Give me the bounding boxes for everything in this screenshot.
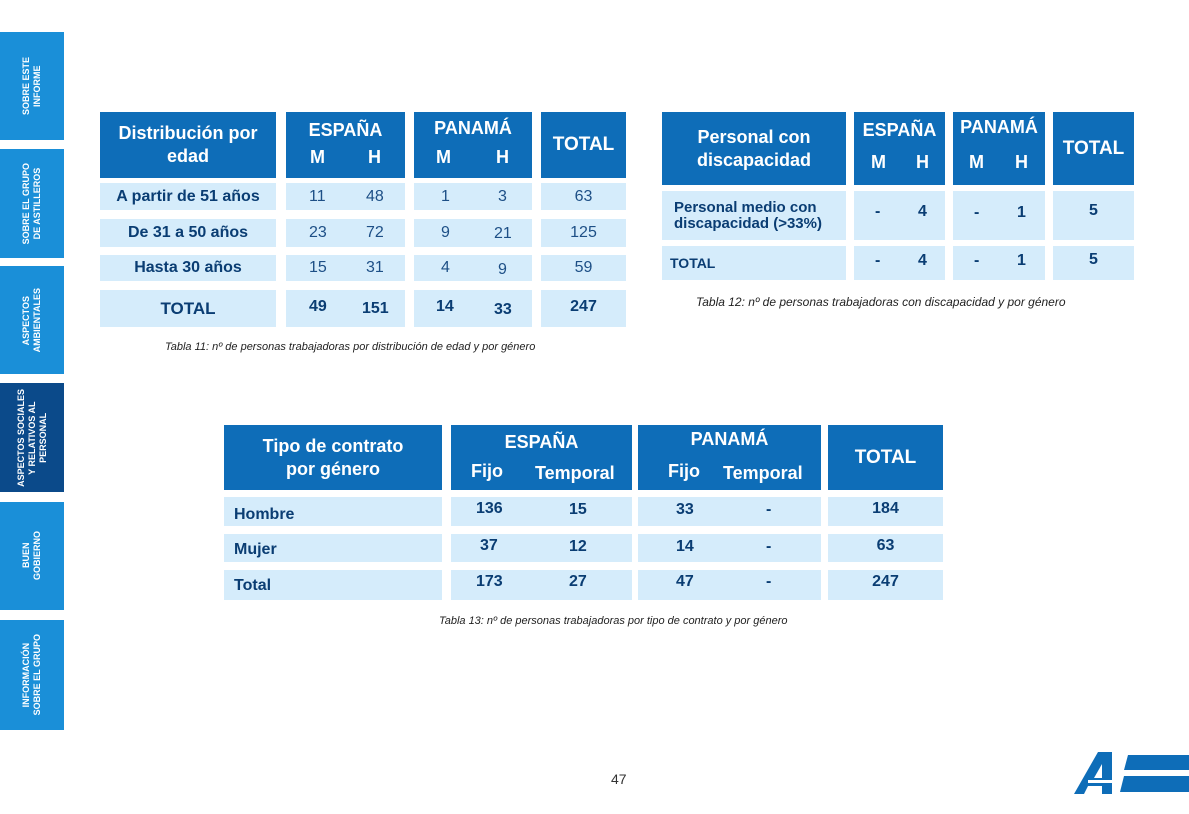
table13-row-label-cell xyxy=(224,497,442,526)
page-number: 47 xyxy=(611,771,627,787)
table12-total-cell xyxy=(1053,191,1134,240)
table13-value: 15 xyxy=(569,501,587,518)
table12-espana-label: ESPAÑA xyxy=(862,120,937,140)
table12-value: - xyxy=(875,252,881,269)
table11-espana-label: ESPAÑA xyxy=(308,120,383,140)
table12-value: 5 xyxy=(1089,251,1098,268)
sidebar-item-informacion-grupo[interactable] xyxy=(0,620,64,730)
table11-espana-cell xyxy=(286,290,405,327)
table11-value: 14 xyxy=(436,298,454,315)
table12-value: 4 xyxy=(918,252,927,269)
table11-total-cell: 59 xyxy=(541,255,626,281)
table11-panama-m: M xyxy=(436,147,451,167)
table11-value: 247 xyxy=(570,298,597,315)
table13-value: 184 xyxy=(872,500,899,517)
sidebar-item-label: INFORMACIÓN SOBRE EL GRUPO xyxy=(21,634,42,716)
table13-value: 47 xyxy=(676,573,694,590)
table13-panama-cell xyxy=(638,570,821,600)
table13-panama-fijo: Fijo xyxy=(668,461,700,481)
table12-value: - xyxy=(974,252,980,269)
table13-total-cell xyxy=(828,497,943,526)
table11-title-header: Distribución por edad xyxy=(100,112,276,178)
sidebar-item-label: ASPECTOS SOCIALES Y RELATIVOS AL PERSONAL xyxy=(15,388,48,487)
table13-value: 33 xyxy=(676,501,694,518)
table11-value: 15 xyxy=(309,259,327,276)
table13-row-label: Hombre xyxy=(234,505,295,523)
table12-value: 5 xyxy=(1089,202,1098,219)
table12-value: 1 xyxy=(1017,252,1026,269)
table13-value: 63 xyxy=(876,537,895,554)
table12-espana-cell xyxy=(854,246,945,280)
table13-value: 27 xyxy=(569,573,587,590)
table11-row-label: De 31 a 50 años xyxy=(100,219,276,247)
table11-row-label: Hasta 30 años xyxy=(100,255,276,281)
table12-panama-h: H xyxy=(1015,152,1028,172)
sidebar-item-label: SOBRE EL GRUPO DE ASTILLEROS xyxy=(21,162,42,245)
table13-row-label: Total xyxy=(234,577,272,594)
table13-espana-cell xyxy=(451,534,632,562)
table13-espana-temporal: Temporal xyxy=(535,463,615,483)
table11-row-label: TOTAL xyxy=(100,290,276,327)
company-logo xyxy=(1074,752,1189,794)
table13-espana-label: ESPAÑA xyxy=(504,432,579,452)
table13-value: 173 xyxy=(476,573,503,590)
table12-panama-m: M xyxy=(969,152,984,172)
table11-value: 1 xyxy=(441,187,450,205)
table13-panama-temporal: Temporal xyxy=(723,463,803,483)
table13-panama-cell xyxy=(638,534,821,562)
table12-espana-cell xyxy=(854,191,945,240)
table12-value: - xyxy=(974,204,980,221)
table13-row-label-cell xyxy=(224,570,442,600)
table12-espana-m: M xyxy=(871,152,886,172)
table11-panama-h: H xyxy=(496,147,509,167)
sidebar-item-sobre-este-informe[interactable] xyxy=(0,32,64,140)
table11-total-cell xyxy=(541,290,626,327)
table12-total-header: TOTAL xyxy=(1053,112,1134,185)
table12-total-cell xyxy=(1053,246,1134,280)
sidebar-item-label: SOBRE ESTE INFORME xyxy=(21,56,42,115)
table11-panama-cell xyxy=(414,219,532,247)
sidebar-item-label: ASPECTOS AMBIENTALES xyxy=(21,287,42,353)
table13-value: - xyxy=(766,538,772,555)
table11-value: 9 xyxy=(441,224,450,241)
table11-value: 72 xyxy=(366,224,384,241)
table12-title-header: Personal con discapacidad xyxy=(662,112,846,185)
table13-panama-label: PANAMÁ xyxy=(690,429,769,449)
table12-row-label-cell xyxy=(662,191,846,240)
table13-value: 247 xyxy=(872,573,899,590)
table13-value: - xyxy=(766,501,772,518)
table11-panama-cell xyxy=(414,183,532,210)
table12-row-label: Personal medio con discapacidad (>33%) xyxy=(674,198,822,232)
table13-panama-header xyxy=(638,425,821,490)
table11-espana-cell xyxy=(286,183,405,210)
table11-value: 48 xyxy=(366,188,384,205)
table11-value: 21 xyxy=(494,225,512,242)
table13-espana-fijo: Fijo xyxy=(471,461,503,481)
table13-espana-cell xyxy=(451,497,632,526)
table11-value: 31 xyxy=(366,259,384,276)
sidebar-item-aspectos-ambientales[interactable] xyxy=(0,266,64,374)
table11-value: 33 xyxy=(494,301,512,318)
table11-espana-cell xyxy=(286,219,405,247)
table13-title-header: Tipo de contrato por género xyxy=(224,425,442,490)
table13-value: 136 xyxy=(476,500,503,517)
table13-value: 37 xyxy=(480,537,498,554)
table11-value: 4 xyxy=(441,259,450,276)
table12-panama-header xyxy=(953,112,1045,185)
table12-value: 4 xyxy=(918,203,927,220)
table13-value: 14 xyxy=(676,538,694,555)
table11-espana-h: H xyxy=(368,147,381,167)
table11-value: 151 xyxy=(362,300,389,317)
table11-value: 49 xyxy=(309,298,327,315)
table11-panama-cell xyxy=(414,290,532,327)
table12-value: 1 xyxy=(1017,204,1026,221)
table12-row-label-cell xyxy=(662,246,846,280)
table11-espana-cell xyxy=(286,255,405,281)
table13-total-cell xyxy=(828,534,943,562)
table11-value: 23 xyxy=(309,224,327,241)
table12-panama-cell xyxy=(953,191,1045,240)
table13-espana-cell xyxy=(451,570,632,600)
table11-value: 9 xyxy=(498,261,507,278)
table13-total-cell xyxy=(828,570,943,600)
table11-value: 3 xyxy=(498,187,507,205)
table11-panama-label: PANAMÁ xyxy=(434,118,512,138)
table13-row-label: Mujer xyxy=(234,541,277,558)
sidebar-item-buen-gobierno[interactable] xyxy=(0,502,64,610)
table11-panama-cell xyxy=(414,255,532,281)
table11-panama-header xyxy=(414,112,532,178)
table13-espana-header xyxy=(451,425,632,490)
table12-caption: Tabla 12: nº de personas trabajadoras con discapacidad y por género xyxy=(696,295,1066,309)
sidebar-item-sobre-el-grupo[interactable] xyxy=(0,149,64,258)
sidebar-item-label: BUEN GOBIERNO xyxy=(21,531,42,581)
table11-total-cell: 63 xyxy=(541,183,626,210)
table13-caption: Tabla 13: nº de personas trabajadoras por tipo de contrato y por género xyxy=(439,615,788,627)
table13-value: - xyxy=(766,573,772,590)
table12-espana-h: H xyxy=(916,152,929,172)
table11-total-cell: 125 xyxy=(541,219,626,247)
table11-value: 11 xyxy=(309,187,326,205)
table13-value: 12 xyxy=(569,538,587,555)
table11-caption: Tabla 11: nº de personas trabajadoras por distribución de edad y por género xyxy=(165,341,536,353)
table13-total-header: TOTAL xyxy=(828,425,943,490)
table12-panama-cell xyxy=(953,246,1045,280)
table11-espana-header xyxy=(286,112,405,178)
table11-row-label: A partir de 51 años xyxy=(100,183,276,210)
table11-total-header: TOTAL xyxy=(541,112,626,178)
table13-panama-cell xyxy=(638,497,821,526)
table12-value: - xyxy=(875,203,881,220)
table13-row-label-cell xyxy=(224,534,442,562)
sidebar-item-aspectos-sociales[interactable] xyxy=(0,383,64,492)
table12-panama-label: PANAMÁ xyxy=(960,117,1038,137)
table12-row-label: TOTAL xyxy=(670,255,716,271)
table11-espana-m: M xyxy=(310,147,325,167)
table12-espana-header xyxy=(854,112,945,185)
